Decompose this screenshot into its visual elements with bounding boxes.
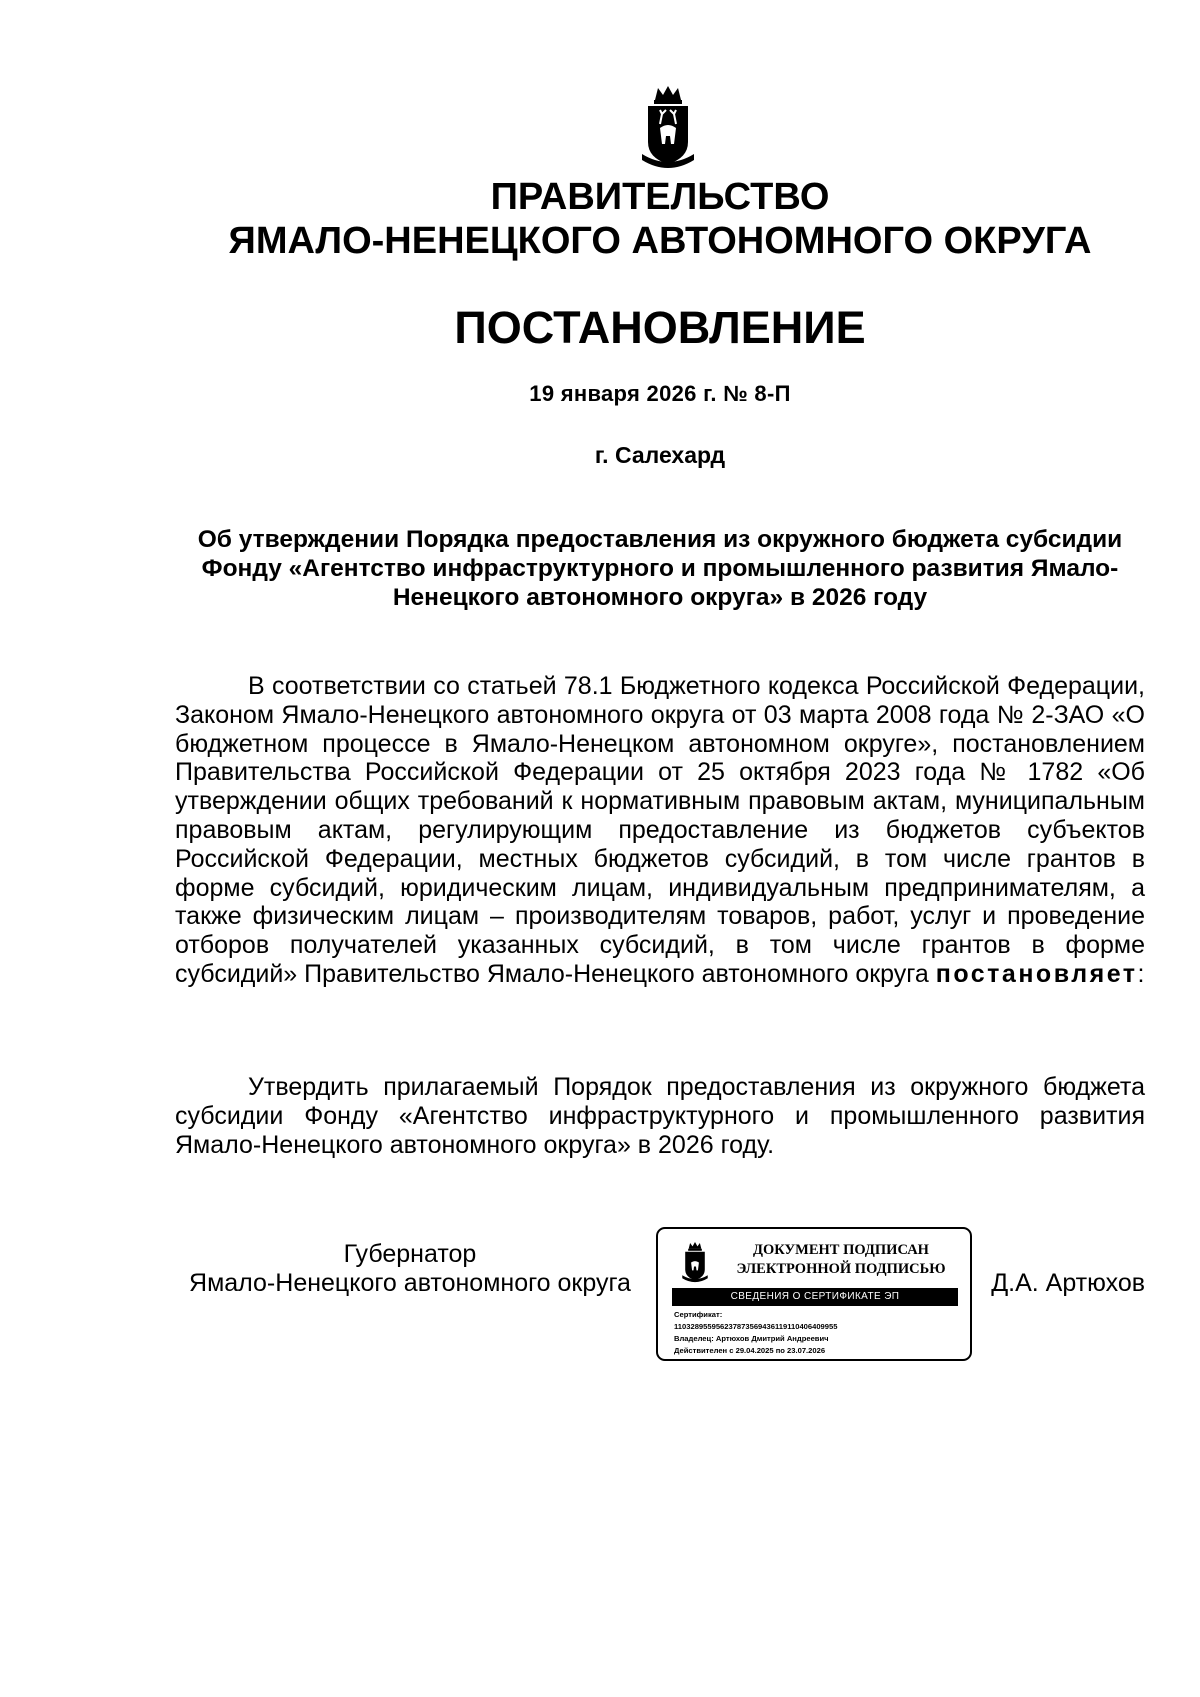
stamp-title-line1: ДОКУМЕНТ ПОДПИСАН [753, 1242, 929, 1258]
stamp-certificate-bar: СВЕДЕНИЯ О СЕРТИФИКАТЕ ЭП [672, 1288, 958, 1306]
org-title-line1: ПРАВИТЕЛЬСТВО [490, 176, 830, 218]
signatory-role-line1: Губернатор [343, 1240, 477, 1268]
e-signature-stamp [656, 1227, 972, 1361]
body-paragraph-1 [175, 672, 1145, 989]
stamp-validity: Действителен с 29.04.2025 по 23.07.2026 [674, 1346, 826, 1355]
body-paragraph-1-text: В соответствии со статьей 78.1 Бюджетного кодекса Российской Федерации, Законом Ямало-Ненецкого автономного округа от 03 марта 2008 года № 2-ЗАО «О бюджетном процессе в Ямало-Ненецком автономном округе», постановлением Правительства Российской Федерации от 25 октября 2023 года № 1782 «Об утверждении общих требований к нормативным правовым актам, муниципальным правовым актам, регулирующим предоставление из бюджетов субъектов Российской Федерации, местных бюджетов субсидий, в том числе грантов в форме субсидий, юридическим лицам, индивидуальным предпринимателям, а также физическим лицам – производителям товаров, работ, услуг и проведение отборов получателей указанных субсидий, в том числе грантов в форме субсидий» Правительство Ямало-Ненецкого автономного округа [175, 672, 1145, 988]
org-title-line2: ЯМАЛО-НЕНЕЦКОГО АВТОНОМНОГО ОКРУГА [228, 220, 1092, 262]
document-subject: Об утверждении Порядка предоставления из окружного бюджета субсидии Фонду «Агентство инфраструктурного и промышленного развития Ямало-Ненецкого автономного округа» в 2026 году [197, 526, 1123, 611]
stamp-title [722, 1241, 960, 1279]
resolution-keyword: постановляет [935, 959, 1138, 988]
stamp-cert-label: Сертификат: [674, 1310, 723, 1319]
body-paragraph-2: Утвердить прилагаемый Порядок предоставления из окружного бюджета субсидии Фонду «Агентство инфраструктурного и промышленного развития Ямало-Ненецкого автономного округа» в 2026 году. [175, 1073, 1145, 1159]
stamp-owner: Владелец: Артюхов Дмитрий Андреевич [674, 1334, 829, 1343]
stamp-certificate-info [674, 1309, 964, 1357]
signatory-role-line2: Ямало-Ненецкого автономного округа [189, 1269, 631, 1297]
stamp-title-line2: ЭЛЕКТРОННОЙ ПОДПИСЬЮ [736, 1261, 946, 1277]
coat-of-arms-icon [638, 84, 698, 178]
signatory-role [175, 1240, 645, 1298]
document-city: г. Салехард [594, 442, 726, 468]
stamp-coat-of-arms-icon [680, 1241, 710, 1287]
stamp-cert-number: 110328955956237873569436119110406409955 [674, 1322, 838, 1331]
body-paragraph-1-end: : [1137, 959, 1145, 988]
document-type: ПОСТАНОВЛЕНИЕ [454, 302, 866, 353]
document-date-number: 19 января 2026 г. № 8-П [529, 381, 791, 406]
signatory-name: Д.А. Артюхов [991, 1269, 1145, 1297]
